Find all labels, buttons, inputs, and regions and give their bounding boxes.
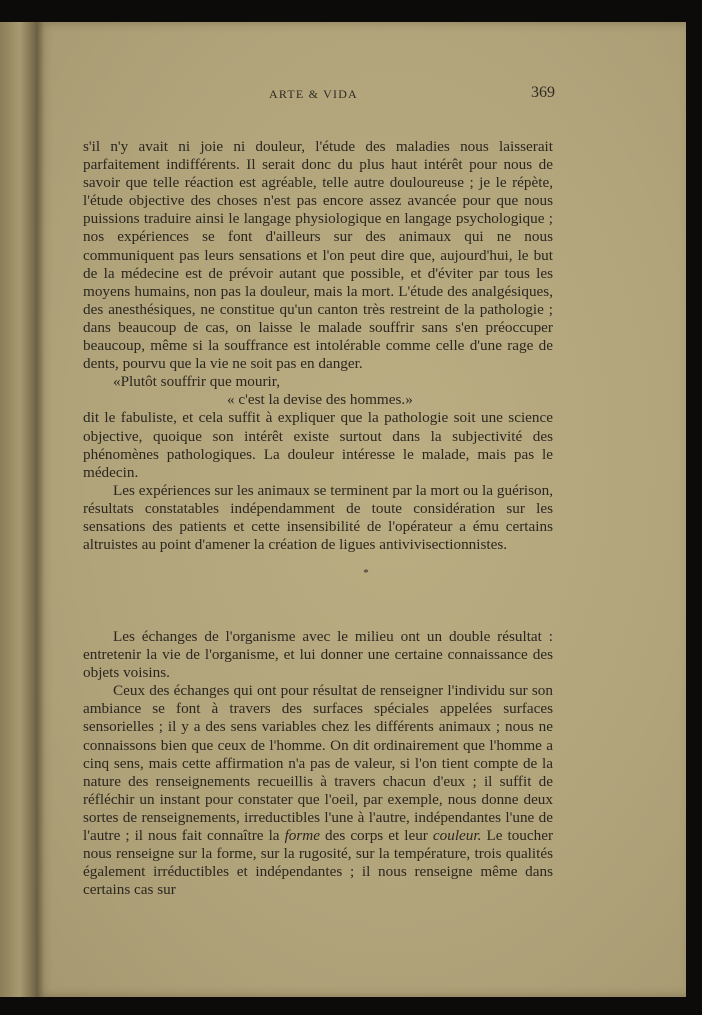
- paragraph-5-end: Le toucher nous renseigne sur la forme, sur la rugosité, sur la température, trois qualités également irréductibles et indépendantes ; il nous renseigne même dans certains cas sur: [83, 827, 554, 899]
- paragraph-5-mid: des corps et leur: [325, 827, 428, 845]
- italic-couleur: couleur.: [432, 827, 482, 845]
- quote-line-1: «Plutôt souffrir que mourir,: [113, 373, 281, 391]
- paragraph-4: Les échanges de l'organisme avec le milieu ont un double résultat : entretenir la vie de l'organisme, et lui donner une certaine connaissance des objets voisins.: [83, 628, 553, 682]
- running-title: ARTE & VIDA: [269, 87, 358, 101]
- page-number: 369: [531, 84, 555, 101]
- book-page: [36, 22, 686, 997]
- gutter-shadow: [36, 22, 44, 997]
- text-section-2: [83, 628, 553, 899]
- paragraph-5: [83, 682, 553, 899]
- facing-page-edge: [0, 22, 36, 997]
- quote-line-2: « c'est la devise des hommes.»: [227, 391, 413, 409]
- paragraph-5-start: Ceux des échanges qui ont pour résultat de renseigner l'individu sur son ambiance se font à travers des surfaces spéciales appelées surfaces sensorielles ; il y a des sens variables chez les différents animaux ; nous ne connaissons bien que ceux de l'homme. On dit ordinairement que l'homme a cinq sens, mais cette affirmation n'a pas de valeur, si l'on tient compte de la nature des renseignements recueillis à travers chacun d'eux ; il suffit de réfléchir un instant pour constater que l'oeil, par exemple, nous donne deux sortes de renseignements, irreductibles l'une à l'autre, indépendantes l'une de l'autre ; il nous fait connaître la: [83, 682, 553, 845]
- paragraph-3: Les expériences sur les animaux se terminent par la mort ou la guérison, résultats constatables indépendamment de toute considération sur les sensations des patients et cette insensibilité de l'opérateur a ému certains altruistes au point d'amener la création de ligues antivivisectionnistes.: [83, 481, 553, 554]
- italic-forme: forme: [284, 827, 321, 845]
- text-section-1: [83, 138, 553, 554]
- paragraph-2: dit le fabuliste, et cela suffit à expliquer que la pathologie soit une science objective, quoique son intérêt existe surtout dans la subjectivité des phénomènes pathologiques. La douleur intéresse le malade, mais pas le médecin.: [83, 409, 553, 481]
- paragraph-1: s'il n'y avait ni joie ni douleur, l'étude des maladies nous laisserait parfaitement indifférents. Il serait donc du plus haut intérêt pour nous de savoir que telle réaction est agréable, telle autre douloureuse ; je le répète, l'étude objective des choses n'est pas encore assez avancée pour que nous puissions traduire ainsi le langage physiologique en langage psychologique ; nos expériences se font d'ailleurs sur des animaux qui ne nous communiquent pas leurs sensations et l'on peut dire que, aujourd'hui, le but de la médecine est de prévoir autant que possible, et d'éviter par tous les moyens humains, non pas la douleur, mais la mort. L'étude des analgésiques, des anesthésiques, ne constitue qu'un canton très restreint de la pathologie ; dans beaucoup de cas, on laisse le malade souffrir sans s'en préoccuper beaucoup, même si la souffrance est intolérable comme celle d'une rage de dents, pourvu que la vie ne soit pas en danger.: [83, 138, 553, 373]
- section-separator: *: [363, 567, 369, 579]
